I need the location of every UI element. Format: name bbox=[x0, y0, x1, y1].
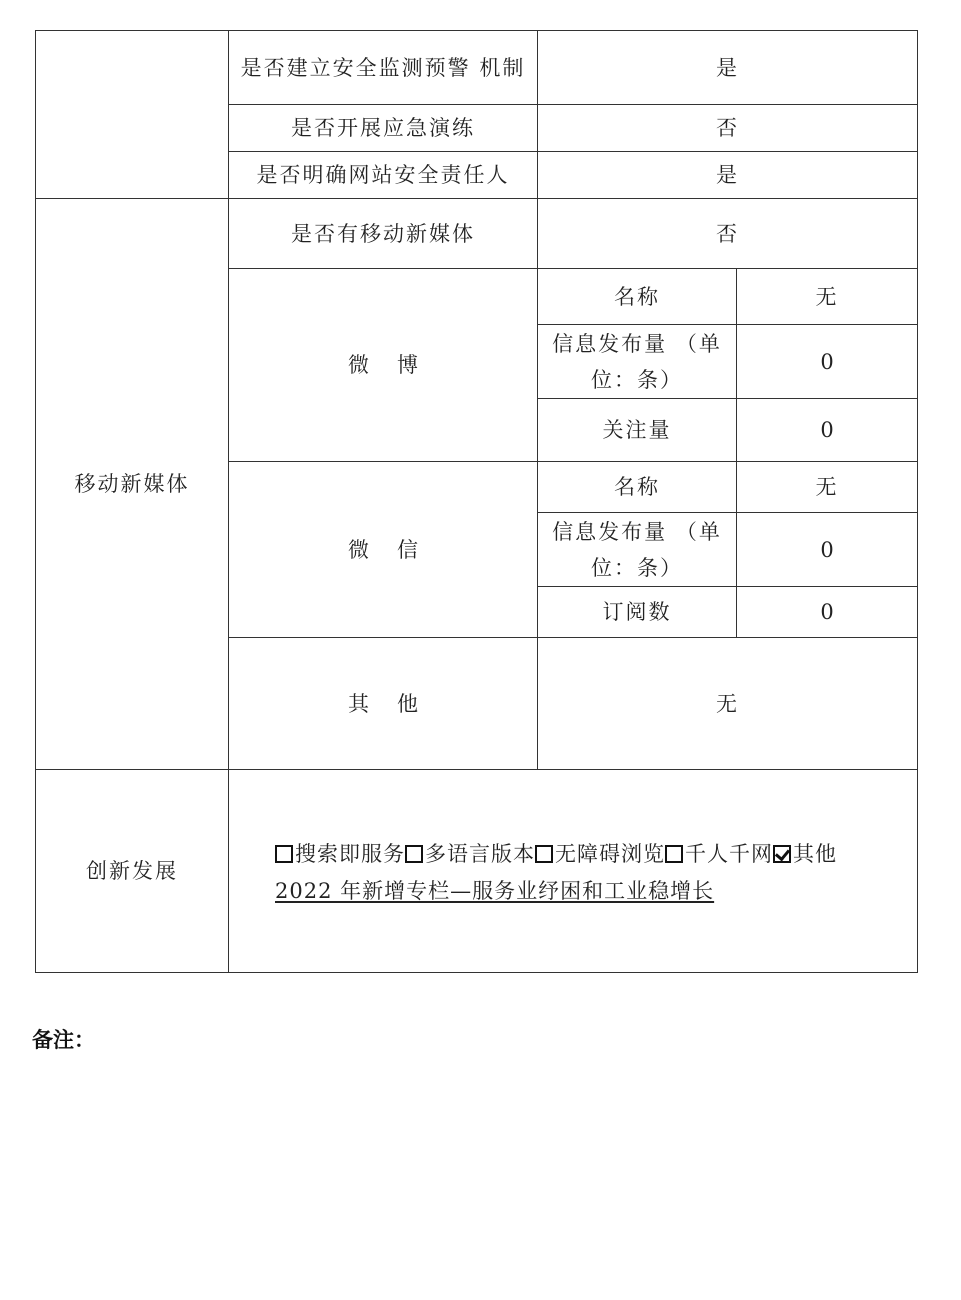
weibo-label-cell bbox=[228, 268, 538, 462]
wechat-publish-value-cell bbox=[736, 512, 918, 587]
monitoring-label-line2: 机制 bbox=[479, 55, 526, 80]
has-mobile-media-value: 否 bbox=[716, 221, 739, 246]
weibo-name-value: 无 bbox=[815, 284, 839, 309]
checkbox-unchecked-icon[interactable] bbox=[665, 845, 683, 863]
drill-value-cell bbox=[537, 104, 918, 152]
security-category-cell bbox=[35, 30, 229, 199]
weibo-name-value-cell bbox=[736, 268, 918, 325]
wechat-label-cell bbox=[228, 461, 538, 638]
monitoring-value-cell bbox=[537, 30, 918, 105]
wechat-publish-label-line1: 信息发布量 bbox=[552, 519, 668, 544]
monitoring-value: 是 bbox=[716, 55, 739, 80]
weibo-publish-label-line1: 信息发布量 bbox=[552, 331, 668, 356]
remark-label: 备注： bbox=[32, 1028, 95, 1052]
option-label: 无障碍浏览 bbox=[555, 842, 665, 866]
weibo-publish-value: 0 bbox=[820, 349, 834, 374]
wechat-subscribers-label: 订阅数 bbox=[602, 600, 672, 624]
drill-label-cell bbox=[228, 104, 538, 152]
innovation-category-cell bbox=[35, 769, 229, 973]
weibo-label: 微博 bbox=[348, 353, 446, 377]
checkbox-unchecked-icon[interactable] bbox=[275, 845, 293, 863]
wechat-subscribers-label-cell bbox=[537, 586, 737, 638]
wechat-publish-label-cell bbox=[537, 512, 737, 587]
innovation-section-label: 创新发展 bbox=[86, 859, 178, 883]
wechat-name-value: 无 bbox=[815, 475, 839, 499]
responsible-value-cell bbox=[537, 151, 918, 199]
option-personalized[interactable] bbox=[665, 842, 773, 866]
weibo-publish-label-line2: （单位：条） bbox=[591, 331, 722, 392]
innovation-options-line bbox=[275, 836, 915, 873]
other-media-label: 其他 bbox=[348, 691, 446, 716]
weibo-name-label-cell bbox=[537, 268, 737, 325]
mobile-media-section-label: 移动新媒体 bbox=[74, 472, 190, 496]
has-mobile-media-label-cell bbox=[228, 198, 538, 269]
weibo-followers-label: 关注量 bbox=[602, 418, 672, 442]
monitoring-label-line1: 是否建立安全监测预警 bbox=[240, 55, 471, 80]
option-label: 多语言版本 bbox=[425, 842, 535, 866]
wechat-name-value-cell bbox=[736, 461, 918, 513]
wechat-publish-value: 0 bbox=[820, 537, 834, 562]
checkbox-unchecked-icon[interactable] bbox=[405, 845, 423, 863]
has-mobile-media-value-cell bbox=[537, 198, 918, 269]
monitoring-label-cell bbox=[228, 30, 538, 105]
checkbox-checked-icon[interactable] bbox=[773, 845, 791, 863]
option-other[interactable] bbox=[773, 842, 837, 866]
option-label: 千人千网 bbox=[685, 842, 773, 866]
checkbox-unchecked-icon[interactable] bbox=[535, 845, 553, 863]
weibo-name-label: 名称 bbox=[614, 284, 660, 309]
wechat-subscribers-value: 0 bbox=[820, 600, 834, 624]
option-label: 其他 bbox=[793, 842, 837, 866]
weibo-followers-value-cell bbox=[736, 398, 918, 462]
weibo-publish-label-cell bbox=[537, 324, 737, 399]
innovation-options bbox=[275, 836, 915, 910]
weibo-publish-value-cell bbox=[736, 324, 918, 399]
wechat-name-label: 名称 bbox=[614, 475, 660, 499]
mobile-media-category-cell bbox=[35, 198, 229, 770]
wechat-publish-label-line2: （单位：条） bbox=[591, 519, 722, 580]
drill-value: 否 bbox=[716, 116, 739, 140]
drill-label: 是否开展应急演练 bbox=[291, 116, 475, 140]
wechat-label: 微信 bbox=[348, 537, 446, 562]
wechat-subscribers-value-cell bbox=[736, 586, 918, 638]
innovation-other-detail: 2022 年新增专栏—服务业纾困和工业稳增长 bbox=[275, 879, 715, 903]
responsible-label: 是否明确网站安全责任人 bbox=[256, 163, 510, 187]
other-media-value-cell bbox=[537, 637, 918, 770]
option-accessibility[interactable] bbox=[535, 842, 665, 866]
has-mobile-media-label: 是否有移动新媒体 bbox=[291, 221, 475, 246]
option-multilingual[interactable] bbox=[405, 842, 535, 866]
wechat-name-label-cell bbox=[537, 461, 737, 513]
weibo-followers-value: 0 bbox=[820, 418, 834, 442]
other-media-label-cell bbox=[228, 637, 538, 770]
option-search-as-service[interactable] bbox=[275, 842, 405, 866]
responsible-value: 是 bbox=[716, 163, 739, 187]
other-media-value: 无 bbox=[716, 691, 739, 716]
weibo-followers-label-cell bbox=[537, 398, 737, 462]
option-label: 搜索即服务 bbox=[295, 842, 405, 866]
responsible-label-cell bbox=[228, 151, 538, 199]
